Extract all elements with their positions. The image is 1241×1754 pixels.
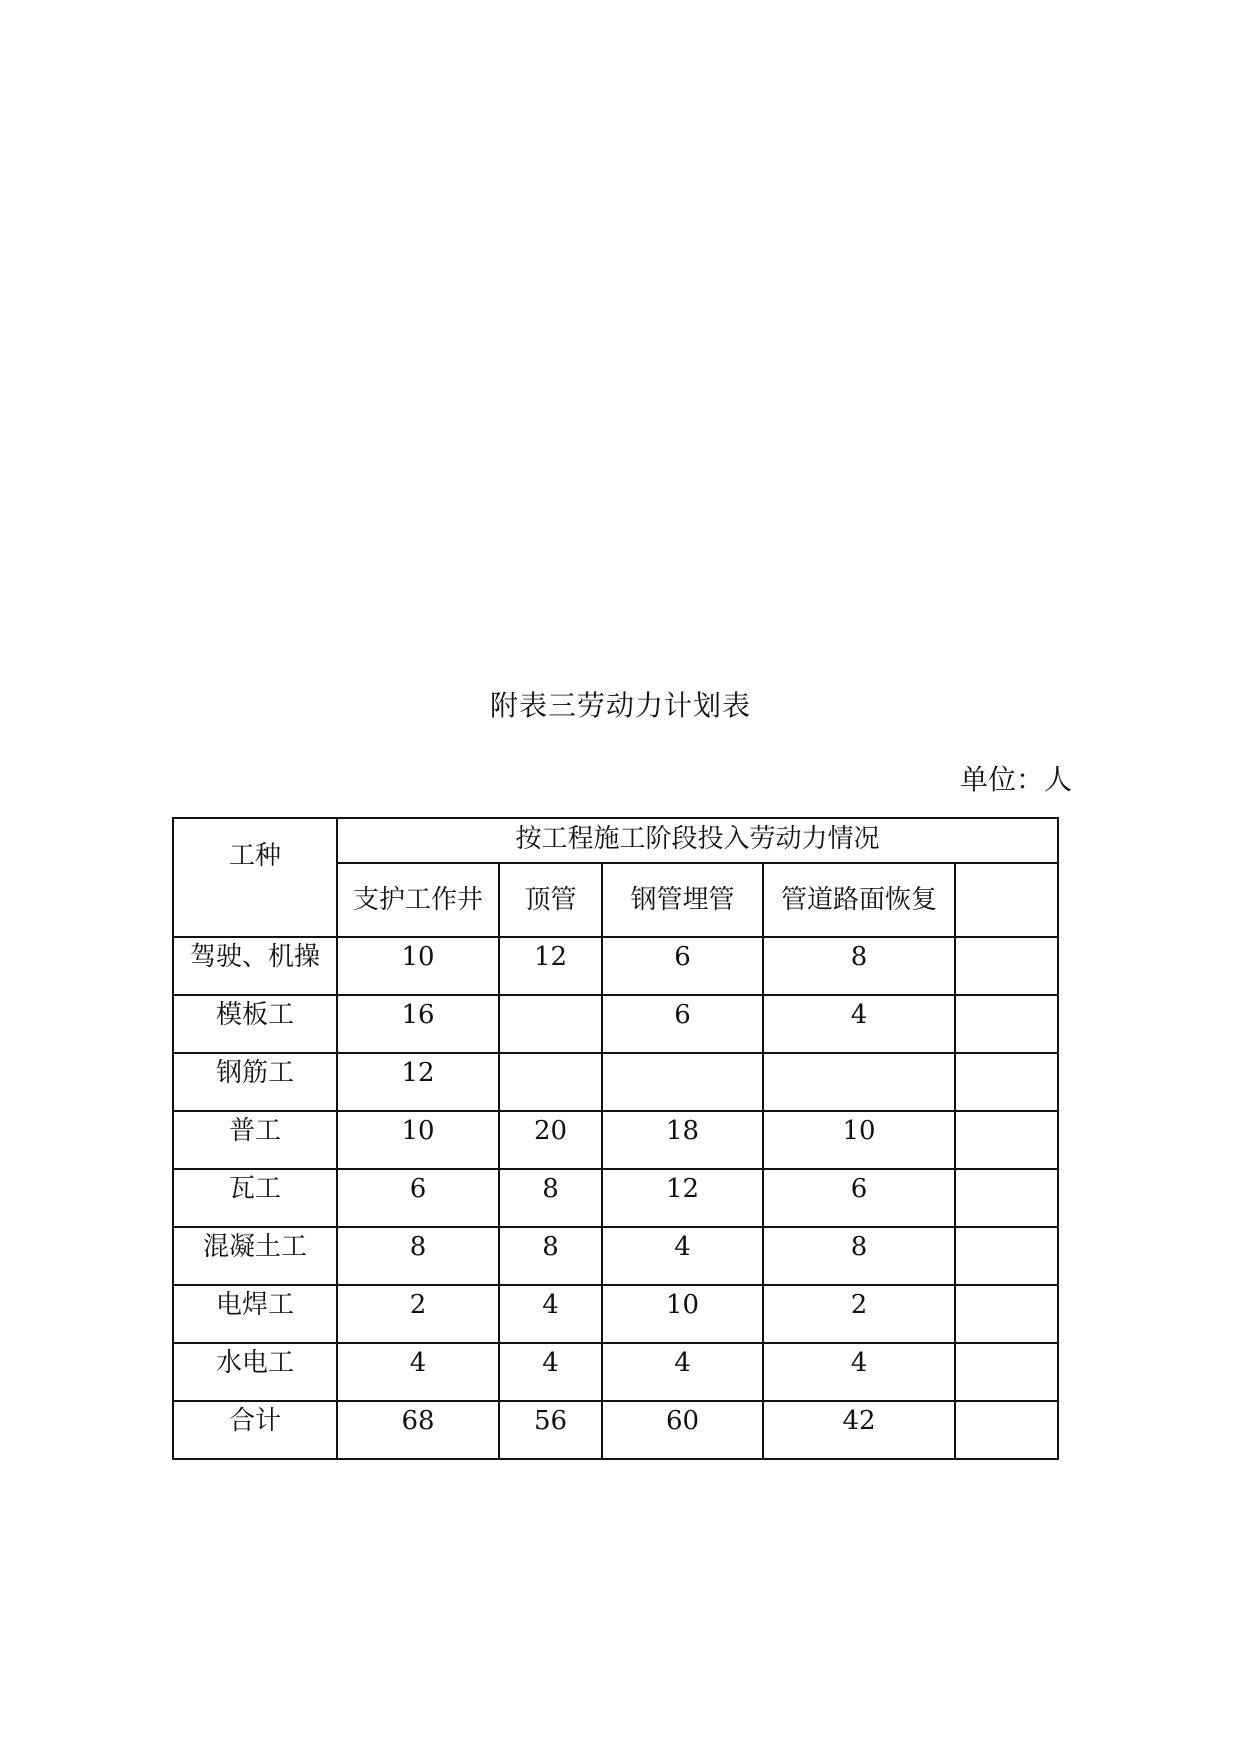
table-row — [173, 937, 1058, 995]
value-cell: 60 — [602, 1401, 763, 1459]
unit-label: 单位：人 — [960, 763, 1073, 796]
value-cell: 4 — [602, 1227, 763, 1285]
value-cell: 42 — [763, 1401, 955, 1459]
value-cell: 10 — [602, 1285, 763, 1343]
value-cell: 6 — [602, 995, 763, 1053]
value-cell: 68 — [337, 1401, 499, 1459]
trade-cell: 混凝土工 — [173, 1227, 337, 1285]
value-cell: 12 — [499, 937, 602, 995]
table-row — [173, 1343, 1058, 1401]
trade-cell: 合计 — [173, 1401, 337, 1459]
value-cell: 8 — [763, 937, 955, 995]
stage-header-cell: 支护工作井 — [337, 863, 499, 937]
stage-header-cell: 管道路面恢复 — [763, 863, 955, 937]
value-cell: 4 — [602, 1343, 763, 1401]
trade-cell: 模板工 — [173, 995, 337, 1053]
trade-cell: 钢筋工 — [173, 1053, 337, 1111]
value-cell — [955, 1343, 1058, 1401]
value-cell — [499, 995, 602, 1053]
value-cell: 6 — [337, 1169, 499, 1227]
value-cell — [955, 937, 1058, 995]
value-cell — [955, 995, 1058, 1053]
value-cell: 12 — [602, 1169, 763, 1227]
table-row — [173, 995, 1058, 1053]
value-cell — [602, 1053, 763, 1111]
trade-cell: 瓦工 — [173, 1169, 337, 1227]
value-cell — [763, 1053, 955, 1111]
page-title: 附表三劳动力计划表 — [489, 689, 751, 722]
value-cell: 12 — [337, 1053, 499, 1111]
value-cell: 8 — [763, 1227, 955, 1285]
value-cell: 20 — [499, 1111, 602, 1169]
value-cell: 4 — [763, 1343, 955, 1401]
value-cell: 6 — [602, 937, 763, 995]
value-cell — [955, 1227, 1058, 1285]
value-cell: 6 — [763, 1169, 955, 1227]
table-row — [173, 1111, 1058, 1169]
value-cell: 2 — [763, 1285, 955, 1343]
table-row — [173, 1053, 1058, 1111]
value-cell — [499, 1053, 602, 1111]
stage-group-header: 按工程施工阶段投入劳动力情况 — [337, 818, 1058, 863]
trade-cell: 水电工 — [173, 1343, 337, 1401]
value-cell: 56 — [499, 1401, 602, 1459]
value-cell: 10 — [337, 937, 499, 995]
value-cell — [955, 1053, 1058, 1111]
stage-header-cell: 顶管 — [499, 863, 602, 937]
trade-cell: 电焊工 — [173, 1285, 337, 1343]
value-cell: 8 — [499, 1227, 602, 1285]
total-row — [173, 1401, 1058, 1459]
trade-column-header: 工种 — [173, 818, 337, 937]
labor-plan-table — [172, 817, 1059, 1460]
value-cell: 16 — [337, 995, 499, 1053]
table-row — [173, 1285, 1058, 1343]
value-cell: 8 — [337, 1227, 499, 1285]
value-cell — [955, 1111, 1058, 1169]
value-cell: 4 — [763, 995, 955, 1053]
value-cell — [955, 1169, 1058, 1227]
value-cell: 18 — [602, 1111, 763, 1169]
value-cell: 10 — [337, 1111, 499, 1169]
table-row — [173, 1169, 1058, 1227]
value-cell: 4 — [499, 1285, 602, 1343]
stage-header-cell: 钢管埋管 — [602, 863, 763, 937]
stage-header-cell — [955, 863, 1058, 937]
header-row — [173, 818, 1058, 863]
value-cell — [955, 1401, 1058, 1459]
table-row — [173, 1227, 1058, 1285]
trade-cell: 驾驶、机操 — [173, 937, 337, 995]
value-cell: 10 — [763, 1111, 955, 1169]
value-cell: 4 — [499, 1343, 602, 1401]
value-cell: 8 — [499, 1169, 602, 1227]
trade-cell: 普工 — [173, 1111, 337, 1169]
value-cell — [955, 1285, 1058, 1343]
value-cell: 4 — [337, 1343, 499, 1401]
value-cell: 2 — [337, 1285, 499, 1343]
